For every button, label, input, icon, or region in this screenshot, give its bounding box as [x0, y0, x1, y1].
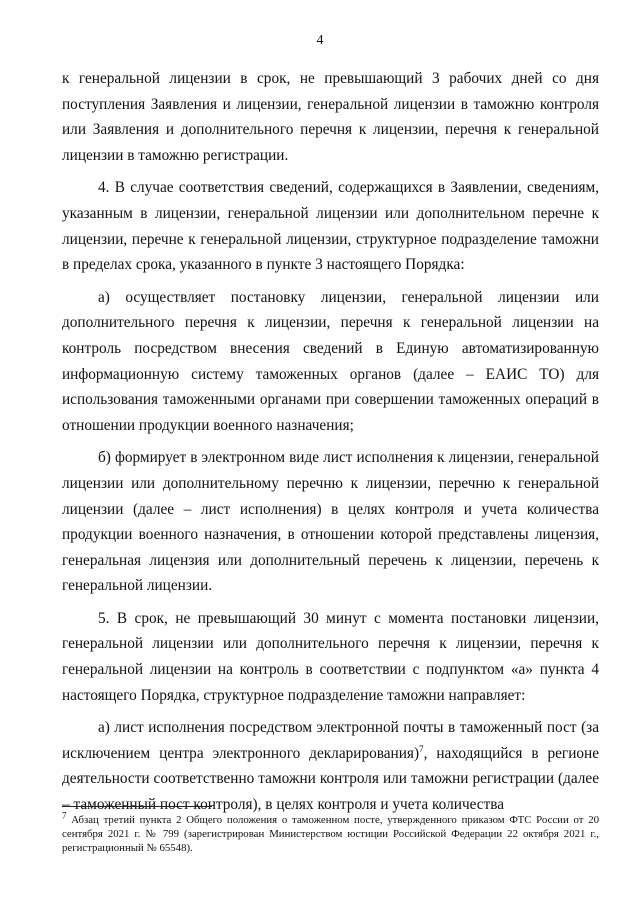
page-number: 4 — [316, 33, 324, 48]
paragraph: б) формирует в электронном виде лист исполнения к лицензии, генеральной лицензии или дополнительному перечню к лицензии, перечню к генеральной лицензии (далее – лист исполнения) в целях контроля и учета количества продукции военного назначения, в отношении которой представлены лицензия, генеральная лицензия или дополнительный перечень к лицензии, перечень к генеральной лицензии. — [62, 449, 599, 595]
paragraph: а) осуществляет постановку лицензии, генеральной лицензии или дополнительного перечня к лицензии, перечня к генеральной лицензии на контроль посредством внесения сведений в Единую автоматизированную информационную систему таможенных органов (далее – ЕАИС ТО) для использования таможенными органами при совершении таможенных операций в отношении продукции военного назначения; — [62, 288, 599, 434]
paragraph-text: а) лист исполнения посредством электронной почты в таможенный пост (за исключением центра электронного декларирования) — [62, 719, 599, 762]
footnote-separator — [62, 806, 212, 807]
paragraph: к генеральной лицензии в срок, не превышающий 3 рабочих дней со дня поступления Заявления и лицензии, генеральной лицензии в таможню контроля или Заявления и дополнительного перечня к лицензии, перечня к генеральной лицензии в таможню регистрации. — [62, 70, 599, 164]
paragraph-text: , находящийся в регионе деятельности соответственно таможни контроля или таможни регистрации (далее – таможенный пост контроля), в целях контроля и учета количества — [62, 744, 600, 814]
footnote-text: Абзац третий пункта 2 Общего положения о таможенном посте, утвержденного приказом ФТС России от 20 сентября 2021 г. № 799 (зарегистрирован Министерством юстиции Российской Федерации 22 октября 2021 г., регистрационный № 65548). — [62, 814, 599, 854]
paragraph — [62, 715, 599, 817]
footnote-mark: 7 — [62, 810, 67, 821]
paragraph: 4. В случае соответствия сведений, содержащихся в Заявлении, сведениям, указанным в лицензии, генеральной лицензии или дополнительном перечне к лицензии, перечне к генеральной лицензии, структурное подразделение таможни в пределах срока, указанного в пункте 3 настоящего Порядка: — [62, 179, 599, 274]
footnote-reference: 7 — [419, 743, 424, 754]
paragraph: 5. В срок, не превышающий 30 минут с момента постановки лицензии, генеральной лицензии или дополнительного перечня к лицензии, перечня к генеральной лицензии на контроль в соответствии с подпунктом «а» пункта 4 настоящего Порядка, структурное подразделение таможни направляет: — [62, 609, 599, 704]
document-body — [62, 66, 600, 821]
footnote — [62, 810, 599, 855]
